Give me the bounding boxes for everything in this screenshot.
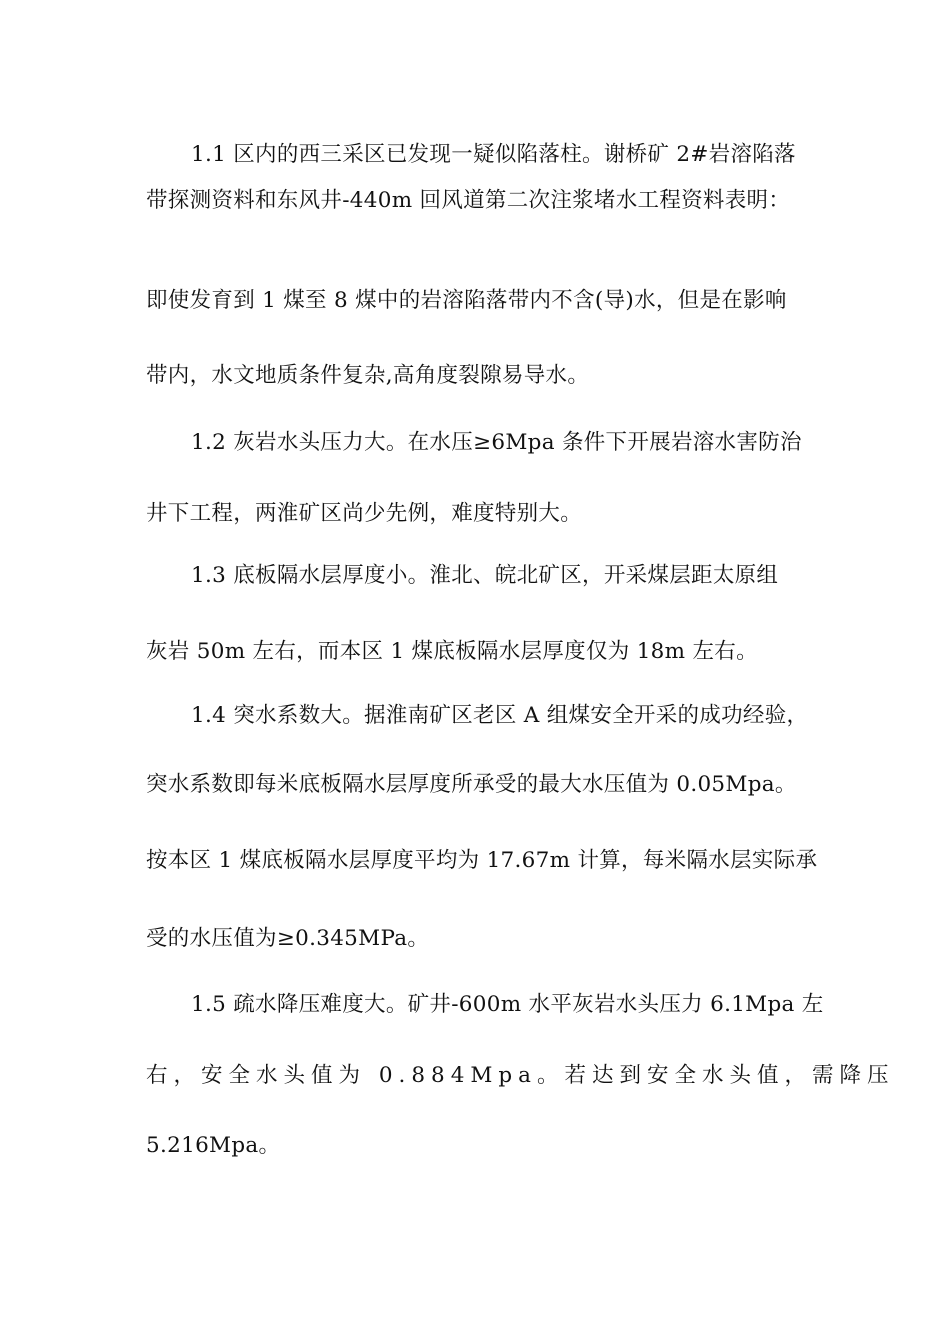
- paragraph-line: 5.216Mpa。: [146, 1133, 281, 1158]
- paragraph-line: 井下工程，两淮矿区尚少先例，难度特别大。: [146, 501, 583, 526]
- paragraph-line: 1.4 突水系数大。据淮南矿区老区 A 组煤安全开采的成功经验，: [191, 703, 809, 728]
- paragraph-line: 即使发育到 1 煤至 8 煤中的岩溶陷落带内不含(导)水，但是在影响: [146, 288, 787, 313]
- paragraph-line: 按本区 1 煤底板隔水层厚度平均为 17.67m 计算，每米隔水层实际承: [146, 848, 818, 873]
- paragraph-line: 受的水压值为≥0.345MPa。: [146, 926, 430, 951]
- paragraph-line: 1.3 底板隔水层厚度小。淮北、皖北矿区，开采煤层距太原组: [191, 563, 779, 588]
- paragraph-line: 1.5 疏水降压难度大。矿井-600m 水平灰岩水头压力 6.1Mpa 左: [191, 992, 824, 1017]
- paragraph-line: 带内，水文地质条件复杂,高角度裂隙易导水。: [146, 363, 590, 388]
- paragraph-line: 右，安全水头值为 0.884Mpa。若达到安全水头值，需降压: [146, 1063, 895, 1088]
- paragraph-line: 1.2 灰岩水头压力大。在水压≥6Mpa 条件下开展岩溶水害防治: [191, 430, 802, 455]
- paragraph-line: 带探测资料和东风井-440m 回风道第二次注浆堵水工程资料表明：: [146, 188, 791, 213]
- paragraph-line: 突水系数即每米底板隔水层厚度所承受的最大水压值为 0.05Mpa。: [146, 772, 797, 797]
- paragraph-line: 灰岩 50m 左右，而本区 1 煤底板隔水层厚度仅为 18m 左右。: [146, 639, 758, 664]
- paragraph-line: 1.1 区内的西三采区已发现一疑似陷落柱。谢桥矿 2#岩溶陷落: [191, 142, 796, 167]
